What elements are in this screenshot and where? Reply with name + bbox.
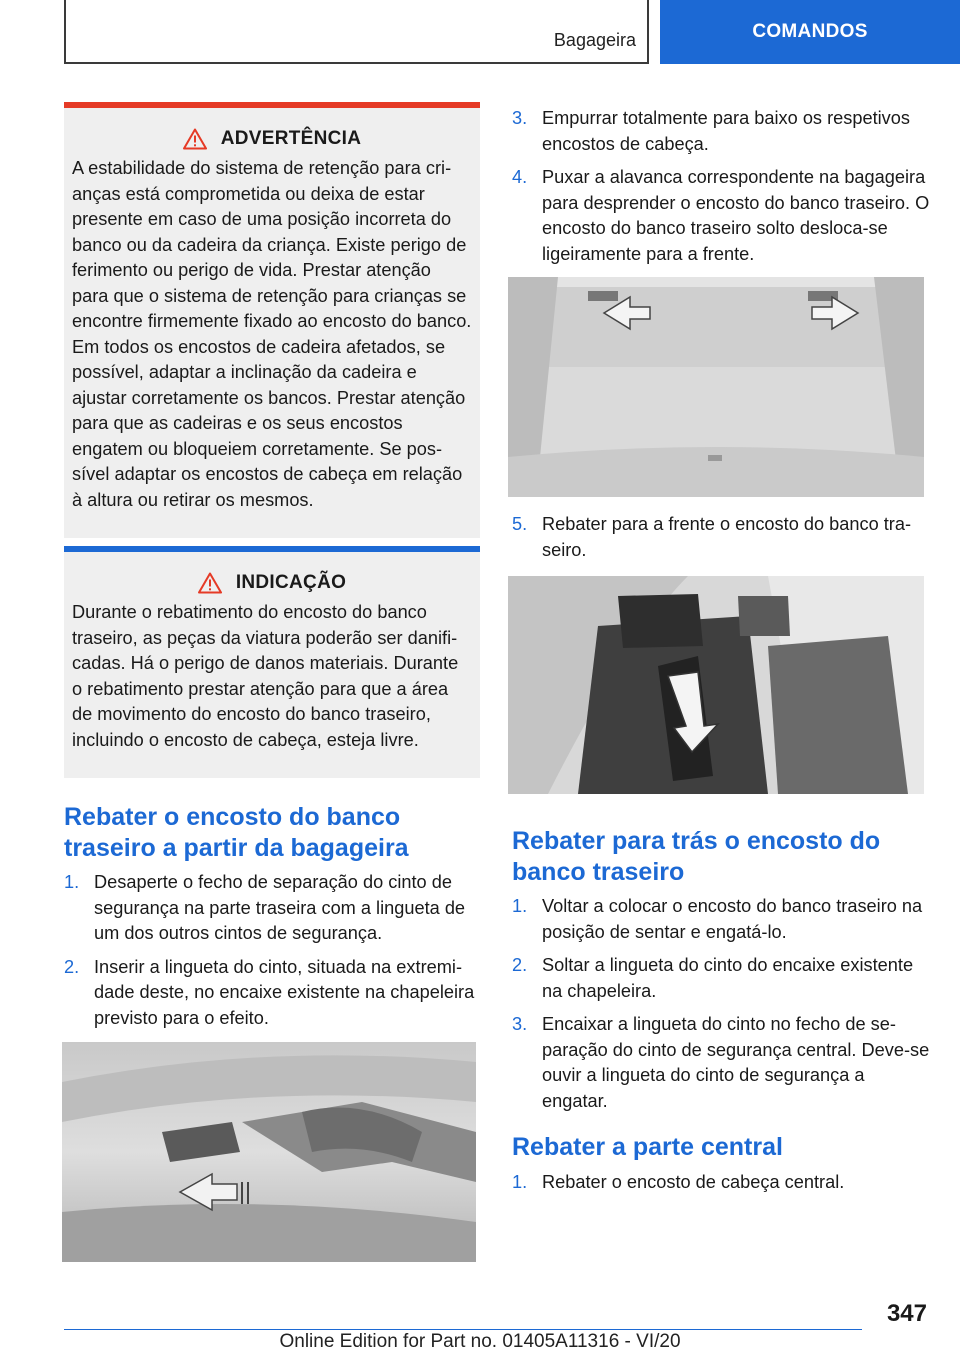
- step-number: 1.: [512, 1172, 528, 1192]
- note-header: [72, 572, 472, 594]
- list-item: [512, 953, 932, 1004]
- note-box: [64, 546, 480, 778]
- step-number: 1.: [64, 872, 80, 892]
- note-body: Durante o rebatimento do encosto do banco traseiro, as peças da viatura poderão ser danificadas. Há o perigo de danos materiais. Durante o rebatimento prestar atenção para que a área de movimento do encosto do banco traseiro, incluindo o encosto de cabeça, esteja livre.: [72, 602, 459, 750]
- steps-list-center-part: [512, 1170, 932, 1204]
- header-rule: [64, 62, 649, 64]
- running-header-section: Bagageira: [553, 30, 636, 50]
- step-number: 5.: [512, 514, 528, 534]
- caution-triangle-icon: [198, 572, 222, 594]
- step-text: Inserir a lingueta do cinto, situada na extremidade deste, no encaixe existente na chapeleira previsto para o efeito.: [94, 956, 475, 1028]
- steps-list-fold-back: [512, 894, 932, 1122]
- list-item: [64, 870, 482, 947]
- step-text: Soltar a lingueta do cinto do encaixe existente na chapeleira.: [542, 955, 914, 1001]
- list-item: [512, 894, 932, 945]
- section-heading-fold-from-trunk: Rebater o encosto do banco traseiro a partir da bagageira: [64, 803, 409, 862]
- footer-edition-text: Online Edition for Part no. 01405A11316 - VI/20: [279, 1331, 681, 1352]
- header-rule: [64, 0, 66, 64]
- belt-tongue-photo: [62, 1042, 476, 1262]
- step-text: Encaixar a lingueta do cinto no fecho de separação do cinto de segurança central. Deve-se ouvir a lingueta do cinto de segurança a engatar.: [542, 1014, 930, 1111]
- list-item: [512, 1170, 932, 1196]
- section-heading-fold-back: Rebater para trás o encosto do banco traseiro: [512, 827, 881, 886]
- list-item: [64, 955, 482, 1032]
- step-text: Puxar a alavanca correspondente na bagageira para desprender o encosto do banco traseiro. O encosto do banco traseiro solto desloca-se ligeiramente para a frente.: [542, 167, 930, 264]
- warning-triangle-icon: [183, 128, 207, 150]
- warning-title: ADVERTÊNCIA: [220, 128, 362, 149]
- list-item: [512, 512, 930, 563]
- step-number: 1.: [512, 896, 528, 916]
- step-text: Desaperte o fecho de separação do cinto de segurança na parte traseira com a lingueta de um dos outros cintos de segurança.: [94, 872, 466, 943]
- rear-seat-photo: [508, 576, 924, 794]
- section-heading-center-part: Rebater a parte central: [512, 1133, 783, 1161]
- page-number: 347: [886, 1300, 927, 1327]
- warning-header: [72, 128, 472, 150]
- steps-list-continued: [512, 106, 930, 275]
- step-text: Empurrar totalmente para baixo os respetivos encostos de cabeça.: [542, 108, 910, 154]
- note-title: INDICAÇÃO: [235, 572, 347, 593]
- chapter-tab[interactable]: COMANDOS: [660, 0, 960, 64]
- step-number: 3.: [512, 1014, 528, 1034]
- step-number: 3.: [512, 108, 528, 128]
- warning-body: A estabilidade do sistema de retenção para crianças está comprometida ou deixa de estar presente em caso de uma posição incorreta do banco ou da cadeira da criança. Existe perigo de ferimento ou perigo de vida. Prestar atenção para que o sistema de retenção para crianças se encontre firmemente fixado ao encosto do banco. Em todos os encostos de cadeira afetados, se possível, adaptar a inclinação da cadeira e ajustar corretamente os bancos. Prestar atenção para que as cadeiras e os seus encostos engatem ou bloqueiem corretamente. Se possível adaptar os encostos de cabeça em relação à altura ou retirar os mesmos.: [72, 158, 472, 510]
- step-text: Voltar a colocar o encosto do banco traseiro na posição de sentar e engatá-lo.: [542, 896, 923, 942]
- list-item: [512, 1012, 932, 1114]
- step-number: 2.: [64, 956, 80, 977]
- step-text: Rebater o encosto de cabeça central.: [542, 1172, 845, 1192]
- list-item: [512, 165, 930, 267]
- step-number: 4.: [512, 167, 528, 187]
- footer-rule: [64, 1329, 862, 1330]
- steps-list-step5: [512, 512, 930, 571]
- warning-box: [64, 102, 480, 538]
- step-number: 2.: [512, 955, 528, 975]
- header-rule: [647, 0, 649, 64]
- trunk-interior-photo: [508, 277, 924, 497]
- steps-list-fold-from-trunk: [64, 870, 482, 1039]
- step-text: Rebater para a frente o encosto do banco traseiro.: [542, 514, 912, 560]
- list-item: [512, 106, 930, 157]
